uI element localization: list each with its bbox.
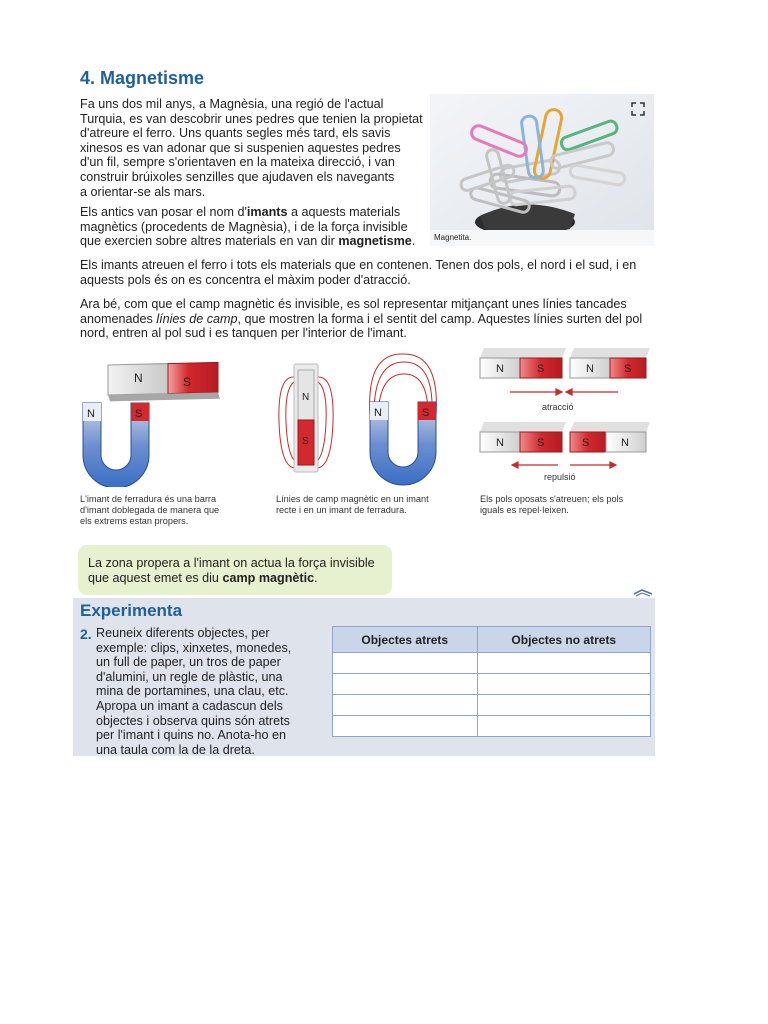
svg-text:atracció: atracció (542, 402, 574, 412)
table-row (333, 695, 651, 716)
intro-paragraph: Fa uns dos mil anys, a Magnèsia, una regió de l'actual Turquia, es van descobrir unes pedres que tenien la propietat d'atreure el ferro. Uns quants segles més tard, els savis xinesos es van adonar que si suspenien aquestes pedres d'un fil, sempre s'orientaven en la mateixa direcció, i van construir brúixoles senzilles que ajudaven els navegants a orientar-se als mars. (80, 97, 423, 199)
table-row (333, 653, 651, 674)
svg-text:N: N (302, 392, 310, 403)
page-curl-icon (632, 588, 654, 600)
imants-paragraph: Els antics van posar el nom d'imants a aquests materials magnètics (procedents de Magnèsia), i de la força invisible que exercien sobre altres materials en van dir magnetisme. (80, 205, 416, 249)
section-title: 4. Magnetisme (80, 68, 205, 88)
figure-caption-3: Els pols oposats s'atreuen; els pols iguals es repel·leixen. (480, 494, 624, 515)
field-lines-paragraph: Ara bé, com que el camp magnètic és invisible, es sol representar mitjançant unes línies tancades anomenades línies de camp, que mostren la forma i el sentit del camp. Aquestes línies surten del pol nord, entren al pol sud i es tanquen per l'interior de l'imant. (80, 297, 643, 341)
exercise-text: Reuneix diferents objectes, per exemple: clips, xinxetes, monedes, un full de paper, un tros de paper d'alumini, un regle de plàstic, una mina de portamines, una clau, etc. Apropa un imant a cadascun dels objectes i observa quins són atrets per l'imant i quins no. Anota-ho en una taula com la de la dreta. (96, 626, 292, 757)
paperclips-illustration (430, 94, 654, 246)
photo-caption: Magnetita. (430, 230, 654, 246)
svg-text:S: S (183, 375, 192, 389)
svg-text:N: N (586, 363, 594, 375)
fullscreen-icon[interactable] (631, 102, 645, 116)
table-cell[interactable] (333, 653, 478, 674)
svg-text:N: N (496, 437, 504, 449)
table-cell[interactable] (333, 674, 478, 695)
table-cell[interactable] (477, 716, 650, 737)
table-header-row (333, 627, 651, 653)
magnetite-photo (430, 94, 654, 246)
figure-caption-1: L'imant de ferradura és una barra d'imant doblegada de manera que els extrems estan propers. (80, 494, 220, 526)
svg-text:N: N (621, 437, 629, 449)
table-row (333, 674, 651, 695)
definition-text: La zona propera a l'imant on actua la força invisible que aquest emet es diu camp magnètic. (88, 556, 375, 585)
svg-text:N: N (87, 408, 95, 420)
svg-text:S: S (537, 363, 545, 375)
svg-text:S: S (624, 363, 632, 375)
svg-text:repulsió: repulsió (544, 472, 576, 482)
svg-text:S: S (422, 407, 430, 419)
poles-paragraph: Els imants atreuen el ferro i tots els materials que en contenen. Tenen dos pols, el nord i el sud, i en aquests pols és on es concentra el màxim poder d'atracció. (80, 258, 637, 287)
svg-text:N: N (496, 363, 504, 375)
attraction-repulsion-figure (478, 344, 653, 484)
svg-text:N: N (134, 371, 143, 385)
field-lines-figure (274, 352, 444, 487)
table-cell[interactable] (333, 716, 478, 737)
table-cell[interactable] (333, 695, 478, 716)
header-not-attracted: Objectes no atrets (477, 627, 650, 653)
experiment-heading: Experimenta (80, 601, 183, 620)
exercise-number: 2. (80, 626, 92, 642)
svg-text:N: N (374, 407, 382, 419)
svg-text:S: S (135, 408, 143, 420)
svg-text:S: S (582, 437, 590, 449)
table-cell[interactable] (477, 695, 650, 716)
table-cell[interactable] (477, 653, 650, 674)
table-row (333, 716, 651, 737)
svg-text:S: S (302, 436, 309, 447)
header-attracted: Objectes atrets (333, 627, 478, 653)
horseshoe-magnet-figure (78, 345, 238, 487)
figure-caption-2: Línies de camp magnètic en un imant recte i en un imant de ferradura. (276, 494, 429, 515)
table-cell[interactable] (477, 674, 650, 695)
svg-text:S: S (537, 437, 545, 449)
objects-table (332, 626, 651, 737)
